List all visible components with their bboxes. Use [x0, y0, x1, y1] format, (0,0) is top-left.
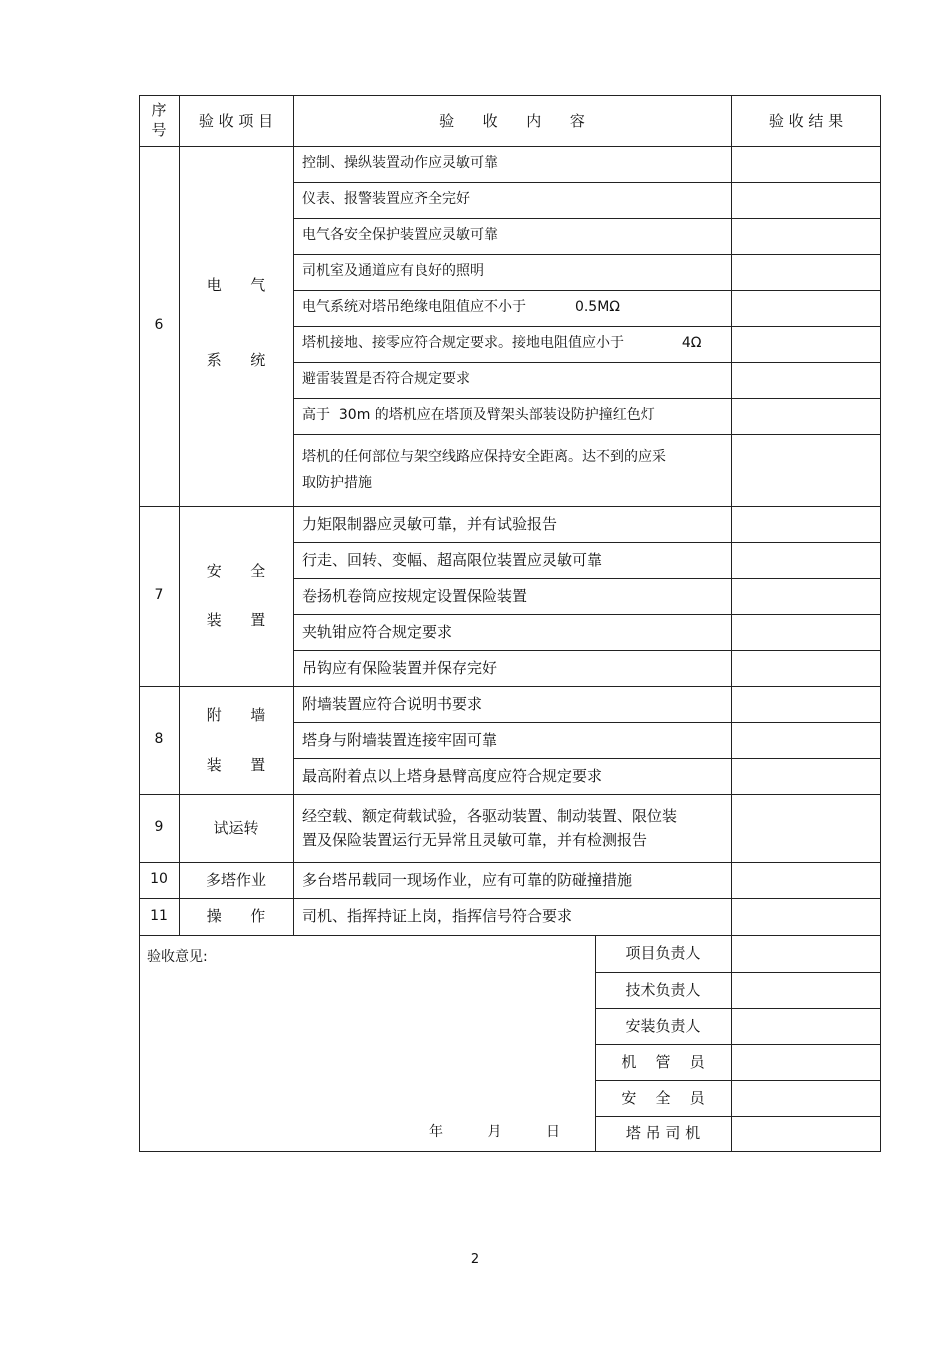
section-6-row-9: 塔机的任何部位与架空线路应保持安全距离。达不到的应采 取防护措施 — [302, 449, 666, 491]
page-number: 2 — [470, 1252, 480, 1267]
signer-crane-operator: 塔 吊 司 机 — [625, 1124, 701, 1143]
section-10-no: 10 — [150, 871, 168, 888]
signer-installation-manager: 安装负责人 — [625, 1016, 701, 1035]
section-11-row-1: 司机、指挥持证上岗，指挥信号符合要求 — [302, 907, 573, 926]
section-6-row-4: 司机室及通道应有良好的照明 — [302, 263, 484, 280]
section-6-name-line2: 系 统 — [206, 350, 266, 369]
section-11-name: 操 作 — [206, 907, 266, 926]
signer-project-manager: 项目负责人 — [625, 944, 701, 963]
section-9-name: 试运转 — [213, 818, 259, 837]
section-6-row-6: 塔机接地、接零应符合规定要求。接地电阻值应小于 4Ω — [302, 335, 702, 352]
sign-date: 年 月 日 — [429, 1124, 561, 1140]
section-7-row-3: 卷扬机卷筒应按规定设置保险装置 — [302, 586, 528, 605]
section-9-row-1: 经空载、额定荷载试验，各驱动装置、制动装置、限位装 置及保险装置运行无异常且灵敏可靠，并有检测报告 — [302, 807, 678, 849]
section-7-row-1: 力矩限制器应灵敏可靠，并有试验报告 — [302, 514, 558, 533]
section-8-row-2: 塔身与附墙装置连接牢固可靠 — [302, 730, 498, 749]
section-10-row-1: 多台塔吊载同一现场作业，应有可靠的防碰撞措施 — [302, 870, 633, 889]
section-11-no: 11 — [150, 907, 168, 924]
section-7-row-4: 夹轨钳应符合规定要求 — [302, 622, 453, 641]
section-6-row-7: 避雷装置是否符合规定要求 — [302, 371, 470, 388]
section-8-name-line1: 附 墙 — [206, 705, 266, 724]
acceptance-table — [139, 95, 881, 1152]
section-6-row-1: 控制、操纵装置动作应灵敏可靠 — [302, 155, 498, 172]
section-9-no: 9 — [154, 819, 164, 836]
signer-safety-officer: 安 全 员 — [621, 1088, 705, 1107]
section-7-name-line2: 装 置 — [206, 610, 266, 629]
header-item: 验 收 项 目 — [198, 112, 274, 130]
signer-technical-manager: 技术负责人 — [625, 980, 701, 999]
section-6-row-3: 电气各安全保护装置应灵敏可靠 — [302, 227, 498, 244]
section-6-row-5: 电气系统对塔吊绝缘电阻值应不小于 0.5MΩ — [302, 299, 620, 316]
section-7-row-2: 行走、回转、变幅、超高限位装置应灵敏可靠 — [302, 550, 603, 569]
section-6-row-2: 仪表、报警装置应齐全完好 — [302, 191, 470, 208]
signer-machine-manager: 机 管 员 — [621, 1052, 705, 1071]
section-7-no: 7 — [154, 587, 164, 604]
section-8-no: 8 — [154, 731, 164, 748]
opinion-label: 验收意见: — [147, 949, 208, 965]
section-7-row-5: 吊钩应有保险装置并保存完好 — [302, 658, 498, 677]
section-6-name-line1: 电 气 — [206, 275, 266, 294]
section-8-row-3: 最高附着点以上塔身悬臂高度应符合规定要求 — [302, 766, 603, 785]
header-content: 验 收 内 容 — [439, 112, 585, 130]
section-6-row-8: 高于 30m 的塔机应在塔顶及臂架头部装设防护撞红色灯 — [302, 407, 655, 424]
section-8-row-1: 附墙装置应符合说明书要求 — [302, 694, 483, 713]
header-serial-no: 序 号 — [151, 101, 167, 139]
section-7-name-line1: 安 全 — [206, 561, 266, 580]
header-result: 验 收 结 果 — [768, 112, 844, 130]
section-6-no: 6 — [154, 317, 164, 334]
section-8-name-line2: 装 置 — [206, 755, 266, 774]
section-10-name: 多塔作业 — [205, 870, 266, 889]
